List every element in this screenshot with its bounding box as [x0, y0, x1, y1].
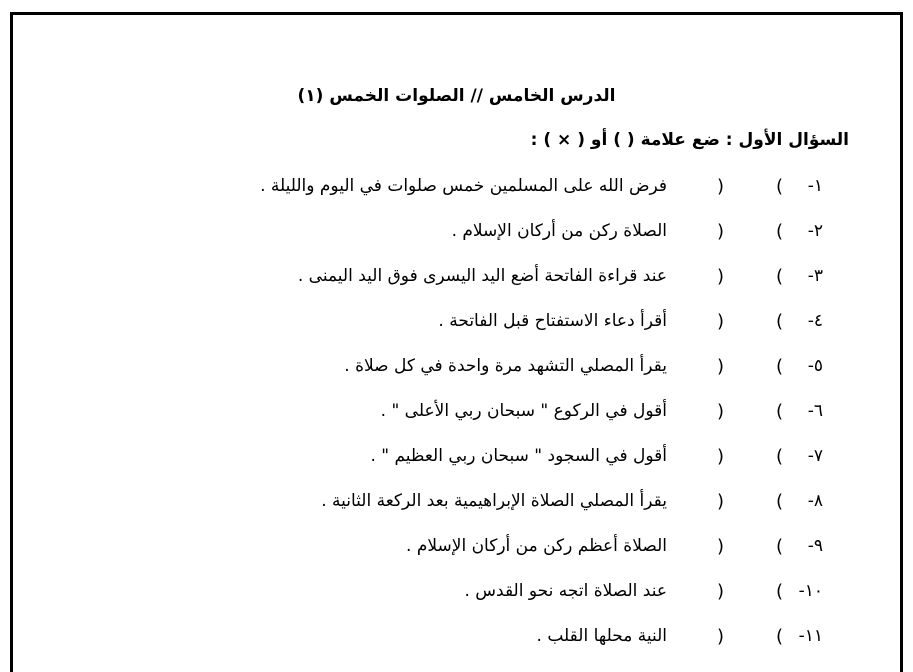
item-statement: فرض الله على المسلمين خمس صلوات في اليوم والليلة . [260, 176, 667, 196]
answer-bracket-close[interactable]: ) [717, 446, 725, 467]
answer-bracket-open[interactable]: ( [776, 536, 784, 557]
answer-bracket-close[interactable]: ) [717, 311, 725, 332]
item-statement: الصلاة ركن من أركان الإسلام . [451, 221, 667, 241]
answer-bracket-open[interactable]: ( [776, 581, 784, 602]
answer-bracket-open[interactable]: ( [776, 626, 784, 647]
answer-bracket-open[interactable]: ( [776, 356, 784, 377]
answer-bracket-open[interactable]: ( [776, 491, 784, 512]
item-number: ١١- [798, 626, 823, 646]
answer-bracket-close[interactable]: ) [717, 581, 725, 602]
answer-bracket-open[interactable]: ( [776, 266, 784, 287]
list-item [0, 626, 913, 656]
item-statement: أقول في الركوع " سبحان ربي الأعلى " . [380, 401, 667, 421]
item-number: ٢- [807, 221, 823, 241]
item-number: ٤- [807, 311, 823, 331]
question-heading: السؤال الأول : ضع علامة ( ) أو ( × ) : [530, 130, 849, 150]
answer-bracket-close[interactable]: ) [717, 401, 725, 422]
list-item [0, 311, 913, 341]
answer-bracket-close[interactable]: ) [717, 536, 725, 557]
item-number: ٨- [807, 491, 823, 511]
item-statement: يقرأ المصلي الصلاة الإبراهيمية بعد الركعة الثانية . [321, 491, 667, 511]
item-statement: أقرأ دعاء الاستفتاح قبل الفاتحة . [438, 311, 667, 331]
item-statement: الصلاة أعظم ركن من أركان الإسلام . [406, 536, 667, 556]
item-number: ٣- [807, 266, 823, 286]
answer-bracket-open[interactable]: ( [776, 401, 784, 422]
item-statement: أقول في السجود " سبحان ربي العظيم " . [370, 446, 667, 466]
list-item [0, 356, 913, 386]
list-item [0, 176, 913, 206]
item-statement: عند الصلاة اتجه نحو القدس . [464, 581, 667, 601]
lesson-title: الدرس الخامس // الصلوات الخمس (١) [297, 86, 616, 106]
list-item [0, 491, 913, 521]
answer-bracket-close[interactable]: ) [717, 221, 725, 242]
answer-bracket-close[interactable]: ) [717, 266, 725, 287]
item-number: ٩- [807, 536, 823, 556]
list-item [0, 221, 913, 251]
answer-bracket-close[interactable]: ) [717, 356, 725, 377]
item-number: ١٠- [798, 581, 823, 601]
item-number: ٦- [807, 401, 823, 421]
item-number: ١- [807, 176, 823, 196]
answer-bracket-close[interactable]: ) [717, 491, 725, 512]
item-number: ٧- [807, 446, 823, 466]
list-item [0, 266, 913, 296]
answer-bracket-open[interactable]: ( [776, 446, 784, 467]
item-number: ٥- [807, 356, 823, 376]
answer-bracket-open[interactable]: ( [776, 221, 784, 242]
list-item [0, 446, 913, 476]
item-statement: النية محلها القلب . [536, 626, 667, 646]
answer-bracket-open[interactable]: ( [776, 176, 784, 197]
list-item [0, 401, 913, 431]
list-item [0, 536, 913, 566]
list-item [0, 581, 913, 611]
answer-bracket-close[interactable]: ) [717, 626, 725, 647]
item-statement: عند قراءة الفاتحة أضع اليد اليسرى فوق اليد اليمنى . [297, 266, 667, 286]
answer-bracket-close[interactable]: ) [717, 176, 725, 197]
item-statement: يقرأ المصلي التشهد مرة واحدة في كل صلاة . [344, 356, 667, 376]
answer-bracket-open[interactable]: ( [776, 311, 784, 332]
